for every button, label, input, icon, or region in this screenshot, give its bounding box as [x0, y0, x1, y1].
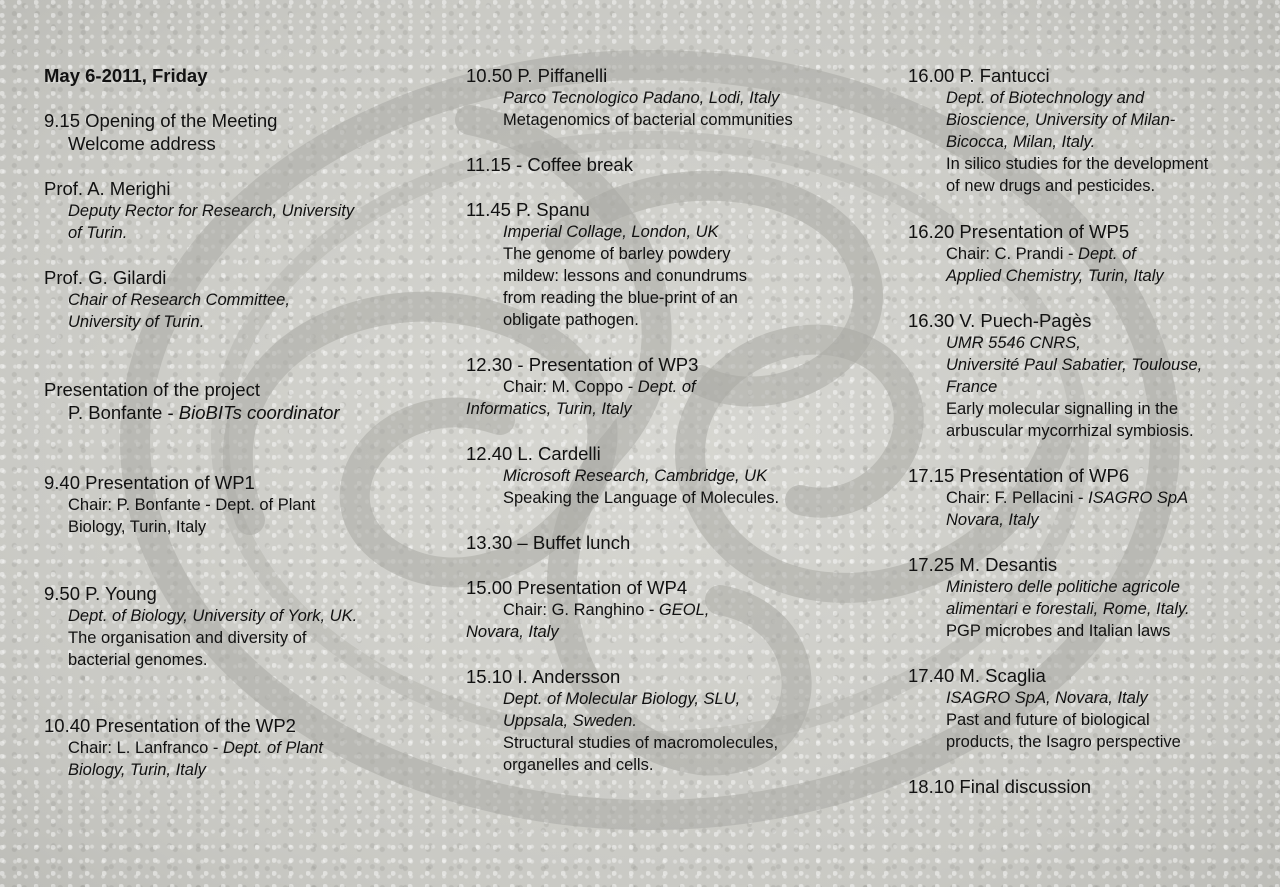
- chair-name: Chair: C. Prandi -: [946, 245, 1079, 263]
- talk-title: products, the Isagro perspective: [946, 733, 1181, 751]
- session-chair: [466, 599, 866, 621]
- speaker-heading: 17.25 M. Desantis: [908, 554, 1058, 575]
- speaker-cardelli: [466, 442, 866, 509]
- talk-title: PGP microbes and Italian laws: [946, 622, 1171, 640]
- session-heading: 9.40 Presentation of WP1: [44, 472, 255, 493]
- session-chair: [44, 737, 424, 759]
- chair-name: Chair: M. Coppo -: [503, 378, 638, 396]
- session-chair: Informatics, Turin, Italy: [466, 400, 632, 418]
- session-heading: Presentation of the project: [44, 379, 260, 400]
- speaker-affiliation: of Turin.: [68, 224, 128, 242]
- speaker-heading: Prof. A. Merighi: [44, 178, 171, 199]
- talk-title: bacterial genomes.: [68, 651, 208, 669]
- session-wp5: [908, 220, 1268, 287]
- chair-dept: ISAGRO SpA: [1088, 489, 1189, 507]
- speaker-heading: 10.50 P. Piffanelli: [466, 65, 608, 86]
- chair-dept: Dept. of: [637, 378, 696, 396]
- session-chair: Chair: P. Bonfante - Dept. of Plant: [68, 496, 316, 514]
- session-chair: Applied Chemistry, Turin, Italy: [946, 267, 1164, 285]
- session-chair: Biology, Turin, Italy: [68, 761, 206, 779]
- speaker-heading: 15.10 I. Andersson: [466, 666, 621, 687]
- speaker-andersson: [466, 665, 866, 776]
- session-heading: 9.15 Opening of the Meeting: [44, 110, 278, 131]
- talk-title: In silico studies for the development: [946, 155, 1209, 173]
- session-chair: [908, 243, 1268, 265]
- talk-title: Metagenomics of bacterial communities: [503, 111, 793, 129]
- session-detail: Welcome address: [68, 133, 216, 154]
- session-heading: 15.00 Presentation of WP4: [466, 577, 688, 598]
- program-date-title: May 6-2011, Friday: [44, 65, 208, 86]
- session-heading: 17.15 Presentation of WP6: [908, 465, 1130, 486]
- talk-title: The genome of barley powdery: [503, 245, 731, 263]
- session-opening: [44, 109, 424, 155]
- program-column-1: [44, 64, 424, 781]
- chair-name: Chair: G. Ranghino -: [503, 601, 659, 619]
- talk-title: obligate pathogen.: [503, 311, 639, 329]
- talk-title: organelles and cells.: [503, 756, 654, 774]
- coordinator-role: BioBITs coordinator: [178, 402, 340, 423]
- talk-title: from reading the blue-print of an: [503, 289, 738, 307]
- speaker-affiliation: Deputy Rector for Research, University: [68, 202, 355, 220]
- speaker-young: [44, 582, 424, 671]
- session-project: [44, 378, 424, 424]
- program-column-3: [908, 64, 1268, 798]
- speaker-affiliation: UMR 5546 CNRS,: [946, 334, 1081, 352]
- speaker-heading: Prof. G. Gilardi: [44, 267, 167, 288]
- speaker-heading: 16.00 P. Fantucci: [908, 65, 1050, 86]
- speaker-affiliation: Dept. of Molecular Biology, SLU,: [503, 690, 741, 708]
- speaker-affiliation: Université Paul Sabatier, Toulouse,: [946, 356, 1203, 374]
- speaker-affiliation: Parco Tecnologico Padano, Lodi, Italy: [503, 89, 780, 107]
- speaker-piffanelli: [466, 64, 866, 131]
- speaker-heading: 16.30 V. Puech-Pagès: [908, 310, 1092, 331]
- chair-name: Chair: L. Lanfranco -: [68, 739, 223, 757]
- speaker-affiliation: Chair of Research Committee,: [68, 291, 290, 309]
- session-chair: Novara, Italy: [466, 623, 559, 641]
- talk-title: of new drugs and pesticides.: [946, 177, 1156, 195]
- speaker-affiliation: Bioscience, University of Milan-: [946, 111, 1176, 129]
- session-wp3: [466, 353, 866, 420]
- chair-dept: Dept. of Plant: [223, 739, 323, 757]
- speaker-spanu: [466, 198, 866, 331]
- speaker-affiliation: alimentari e forestali, Rome, Italy.: [946, 600, 1190, 618]
- speaker-affiliation: ISAGRO SpA, Novara, Italy: [946, 689, 1148, 707]
- speaker-affiliation: Microsoft Research, Cambridge, UK: [503, 467, 768, 485]
- session-wp1: [44, 471, 424, 538]
- speaker-scaglia: [908, 664, 1268, 753]
- speaker-puech-pages: [908, 309, 1268, 442]
- final-discussion: 18.10 Final discussion: [908, 776, 1092, 797]
- talk-title: Early molecular signalling in the: [946, 400, 1179, 418]
- speaker-gilardi: [44, 266, 424, 333]
- session-wp4: [466, 576, 866, 643]
- talk-title: arbuscular mycorrhizal symbiosis.: [946, 422, 1194, 440]
- speaker-affiliation: University of Turin.: [68, 313, 205, 331]
- speaker-heading: 17.40 M. Scaglia: [908, 665, 1046, 686]
- talk-title: mildew: lessons and conundrums: [503, 267, 747, 285]
- coffee-break: 11.15 - Coffee break: [466, 154, 633, 175]
- speaker-affiliation: Dept. of Biotechnology and: [946, 89, 1145, 107]
- session-heading: 16.20 Presentation of WP5: [908, 221, 1130, 242]
- session-coordinator: [44, 401, 424, 424]
- speaker-affiliation: Imperial Collage, London, UK: [503, 223, 719, 241]
- session-wp6: [908, 464, 1268, 531]
- session-chair: [466, 376, 866, 398]
- session-wp2: [44, 714, 424, 781]
- speaker-merighi: [44, 177, 424, 244]
- talk-title: Past and future of biological: [946, 711, 1150, 729]
- speaker-affiliation: Dept. of Biology, University of York, UK.: [68, 607, 358, 625]
- talk-title: Speaking the Language of Molecules.: [503, 489, 780, 507]
- speaker-heading: 9.50 P. Young: [44, 583, 157, 604]
- chair-dept: Dept. of: [1078, 245, 1136, 263]
- talk-title: The organisation and diversity of: [68, 629, 307, 647]
- speaker-affiliation: Bicocca, Milan, Italy.: [946, 133, 1096, 151]
- speaker-desantis: [908, 553, 1268, 642]
- session-chair: [908, 487, 1268, 509]
- speaker-heading: 11.45 P. Spanu: [466, 199, 590, 220]
- speaker-affiliation: France: [946, 378, 998, 396]
- coordinator-name: P. Bonfante -: [68, 402, 179, 423]
- session-heading: 12.30 - Presentation of WP3: [466, 354, 699, 375]
- session-chair: Biology, Turin, Italy: [68, 518, 207, 536]
- speaker-affiliation: Ministero delle politiche agricole: [946, 578, 1180, 596]
- speaker-affiliation: Uppsala, Sweden.: [503, 712, 637, 730]
- speaker-heading: 12.40 L. Cardelli: [466, 443, 601, 464]
- buffet-lunch: 13.30 – Buffet lunch: [466, 532, 631, 553]
- chair-dept: GEOL,: [658, 601, 710, 619]
- program-column-2: [466, 64, 866, 776]
- chair-name: Chair: F. Pellacini -: [946, 489, 1089, 507]
- session-heading: 10.40 Presentation of the WP2: [44, 715, 296, 736]
- session-chair: Novara, Italy: [946, 511, 1039, 529]
- talk-title: Structural studies of macromolecules,: [503, 734, 779, 752]
- speaker-fantucci: [908, 64, 1268, 197]
